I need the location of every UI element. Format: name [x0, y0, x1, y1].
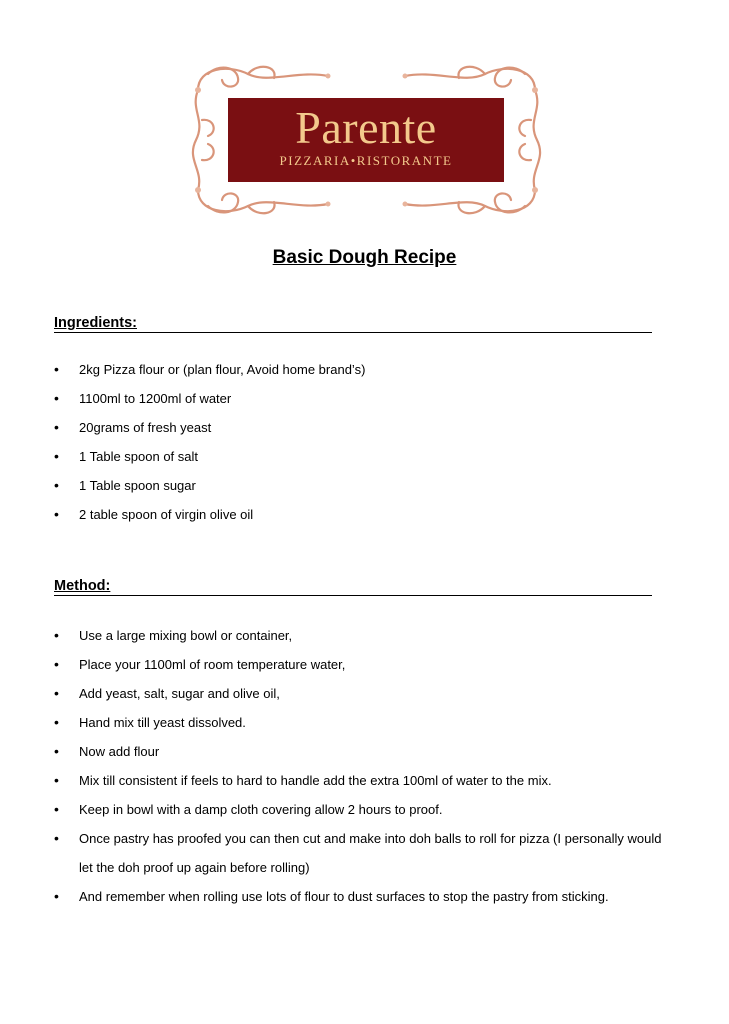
list-item: • 1 Table spoon sugar	[54, 471, 674, 500]
list-item: • Add yeast, salt, sugar and olive oil,	[54, 679, 674, 708]
list-item: • 1 Table spoon of salt	[54, 442, 674, 471]
list-item: • Once pastry has proofed you can then cut and make into doh balls to roll for pizza (I personally would let the doh proof up again before rolling)	[54, 824, 674, 882]
list-item: • 1100ml to 1200ml of water	[54, 384, 674, 413]
list-item: • 20grams of fresh yeast	[54, 413, 674, 442]
method-heading	[54, 578, 652, 596]
logo-plaque	[228, 98, 504, 182]
page-title: Basic Dough Recipe	[272, 247, 457, 268]
ingredients-heading-text: Ingredients:	[54, 315, 137, 331]
method-list	[54, 621, 674, 911]
method-heading-text: Method:	[54, 578, 111, 594]
list-item: • Now add flour	[54, 737, 674, 766]
list-item: • Keep in bowl with a damp cloth covering allow 2 hours to proof.	[54, 795, 674, 824]
list-item: • Mix till consistent if feels to hard to handle add the extra 100ml of water to the mix.	[54, 766, 674, 795]
ingredients-heading	[54, 315, 652, 333]
restaurant-logo	[188, 60, 545, 220]
list-item: • 2 table spoon of virgin olive oil	[54, 500, 674, 529]
list-item: • Hand mix till yeast dissolved.	[54, 708, 674, 737]
ingredients-list	[54, 355, 674, 529]
logo-subtitle: PIZZARIA•RISTORANTE	[279, 153, 453, 168]
list-item: • And remember when rolling use lots of flour to dust surfaces to stop the pastry from sticking.	[54, 882, 674, 911]
list-item: • 2kg Pizza flour or (plan flour, Avoid home brand’s)	[54, 355, 674, 384]
list-item: • Place your 1100ml of room temperature water,	[54, 650, 674, 679]
list-item: • Use a large mixing bowl or container,	[54, 621, 674, 650]
logo-name: Parente	[295, 102, 437, 153]
